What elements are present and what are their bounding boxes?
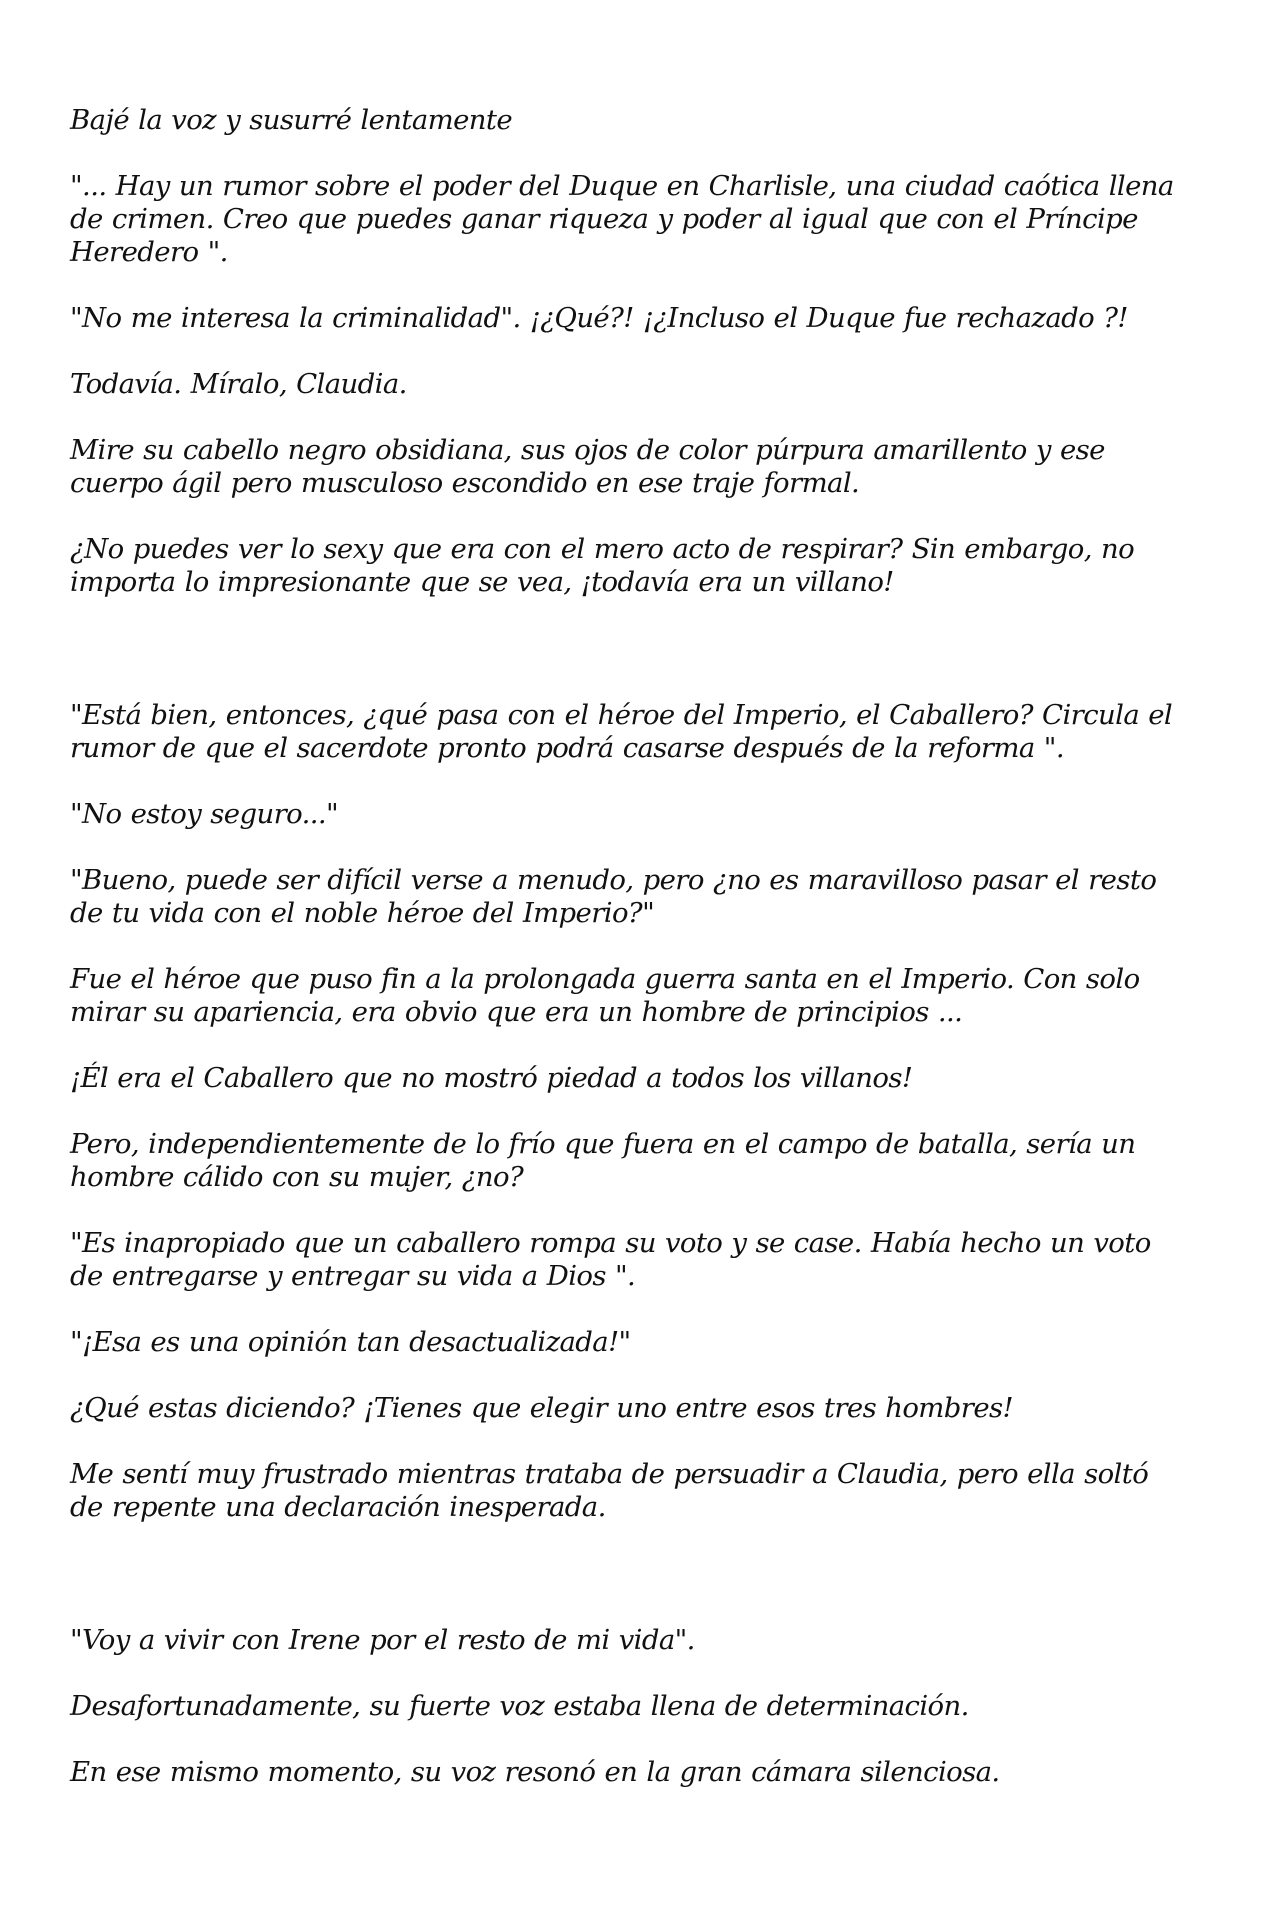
paragraph: Todavía. Míralo, Claudia. xyxy=(70,368,407,400)
paragraph: ¿Qué estas diciendo? ¡Tienes que elegir uno entre esos tres hombres! xyxy=(70,1392,1013,1424)
paragraph: "Voy a vivir con Irene por el resto de mi vida". xyxy=(70,1624,695,1656)
paragraph: "¡Esa es una opinión tan desactualizada!" xyxy=(70,1326,631,1358)
paragraph: Bajé la voz y susurré lentamente xyxy=(70,104,513,136)
paragraph: Fue el héroe que puso fin a la prolongada guerra santa en el Imperio. Con solo mirar su apariencia, era obvio que era un hombre de principios ... xyxy=(70,963,1140,1028)
paragraph: Desafortunadamente, su fuerte voz estaba llena de determinación. xyxy=(70,1690,969,1722)
paragraph: "Es inapropiado que un caballero rompa su voto y se case. Había hecho un voto de entregarse y entregar su vida a Dios ". xyxy=(70,1227,1151,1292)
paragraph: Pero, independientemente de lo frío que fuera en el campo de batalla, sería un hombre cálido con su mujer, ¿no? xyxy=(70,1128,1136,1193)
paragraph: Mire su cabello negro obsidiana, sus ojos de color púrpura amarillento y ese cuerpo ágil pero musculoso escondido en ese traje formal. xyxy=(70,434,1105,499)
paragraph: ¿No puedes ver lo sexy que era con el mero acto de respirar? Sin embargo, no importa lo impresionante que se vea, ¡todavía era un villano! xyxy=(70,533,1135,598)
paragraph: En ese mismo momento, su voz resonó en la gran cámara silenciosa. xyxy=(70,1756,1000,1788)
paragraph: "Bueno, puede ser difícil verse a menudo, pero ¿no es maravilloso pasar el resto de tu vida con el noble héroe del Imperio?" xyxy=(70,864,1157,929)
paragraph: "... Hay un rumor sobre el poder del Duque en Charlisle, una ciudad caótica llena de crimen. Creo que puedes ganar riqueza y poder al igual que con el Príncipe Heredero ". xyxy=(70,170,1174,268)
paragraph: "No estoy seguro..." xyxy=(70,798,339,830)
paragraph: ¡Él era el Caballero que no mostró piedad a todos los villanos! xyxy=(70,1062,913,1094)
paragraph: "Está bien, entonces, ¿qué pasa con el héroe del Imperio, el Caballero? Circula el rumor de que el sacerdote pronto podrá casarse después de la reforma ". xyxy=(70,699,1173,764)
paragraph: "No me interesa la criminalidad". ¡¿Qué?! ¡¿Incluso el Duque fue rechazado ?! xyxy=(70,302,1128,334)
paragraph: Me sentí muy frustrado mientras trataba de persuadir a Claudia, pero ella soltó de repente una declaración inesperada. xyxy=(70,1458,1149,1523)
